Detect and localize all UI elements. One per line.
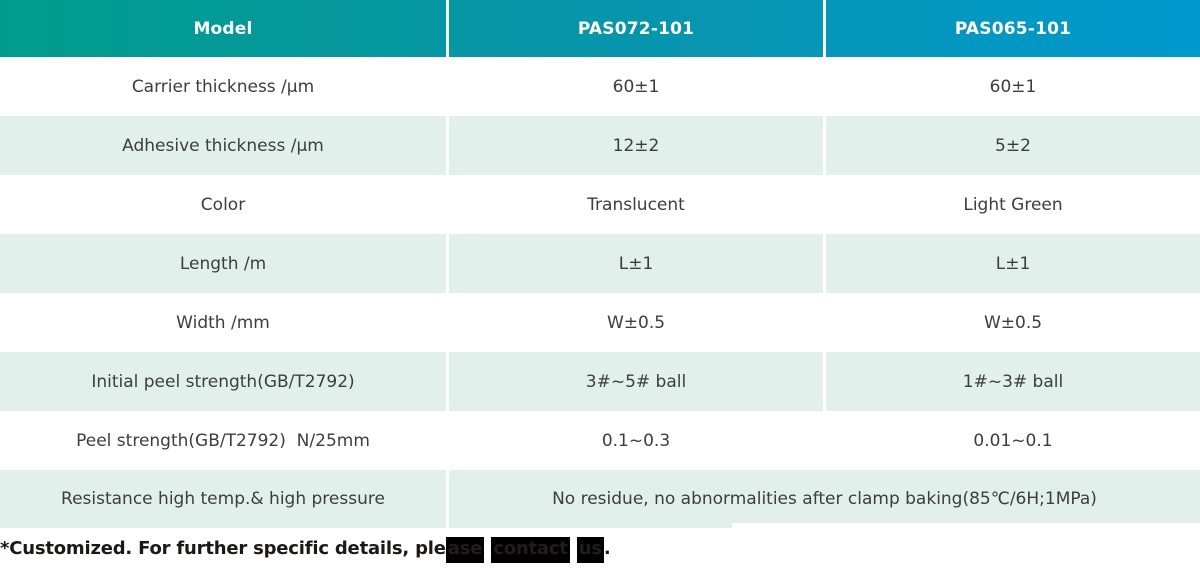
- table-row-color: [0, 175, 1200, 234]
- value-cell: 12±2: [449, 116, 823, 175]
- header-column-divider: [446, 0, 449, 57]
- value-cell: 60±1: [826, 57, 1200, 116]
- footnote-highlighted-text: contact: [491, 537, 569, 563]
- row-label: Length /m: [0, 234, 446, 293]
- row-label: Initial peel strength(GB/T2792): [0, 352, 446, 411]
- header-cell-pas065: PAS065-101: [954, 18, 1072, 39]
- table-row-width: [0, 293, 1200, 352]
- row-label: Carrier thickness /μm: [0, 57, 446, 116]
- footnote-highlighted-text: us: [577, 537, 604, 563]
- header-cell-pas072: PAS072-101: [577, 18, 695, 39]
- row-label: Color: [0, 175, 446, 234]
- value-cell: L±1: [449, 234, 823, 293]
- table-row-peel-strength: [0, 411, 1200, 470]
- value-cell: 60±1: [449, 57, 823, 116]
- table-header-row: [0, 0, 1200, 57]
- value-cell: Translucent: [449, 175, 823, 234]
- table-row-initial-peel-strength: [0, 352, 1200, 411]
- row-label: Adhesive thickness /μm: [0, 116, 446, 175]
- table-row-resistance: [0, 470, 1200, 528]
- value-cell: 1#~3# ball: [826, 352, 1200, 411]
- table-row-adhesive-thickness: [0, 116, 1200, 175]
- value-cell: L±1: [826, 234, 1200, 293]
- value-cell-span: No residue, no abnormalities after clamp baking(85℃/6H;1MPa): [449, 470, 1200, 528]
- value-cell: 0.01~0.1: [826, 411, 1200, 470]
- header-column-divider: [823, 0, 826, 57]
- table-row-carrier-thickness: [0, 57, 1200, 116]
- value-cell: 5±2: [826, 116, 1200, 175]
- row-label: Resistance high temp.& high pressure: [0, 470, 446, 528]
- footnote-highlighted-text: ase: [446, 537, 484, 563]
- value-cell: Light Green: [826, 175, 1200, 234]
- row-label: Width /mm: [0, 293, 446, 352]
- footnote-text: *Customized. For further specific details, ple: [0, 538, 446, 559]
- value-cell: W±0.5: [449, 293, 823, 352]
- value-cell: 0.1~0.3: [449, 411, 823, 470]
- white-overlay-box: [732, 523, 1200, 574]
- value-cell: 3#~5# ball: [449, 352, 823, 411]
- header-cell-model: Model: [193, 18, 253, 39]
- value-cell: W±0.5: [826, 293, 1200, 352]
- table-row-length: [0, 234, 1200, 293]
- footnote: [0, 538, 610, 564]
- row-label: Peel strength(GB/T2792) N/25mm: [0, 411, 446, 470]
- footnote-text: .: [603, 538, 611, 559]
